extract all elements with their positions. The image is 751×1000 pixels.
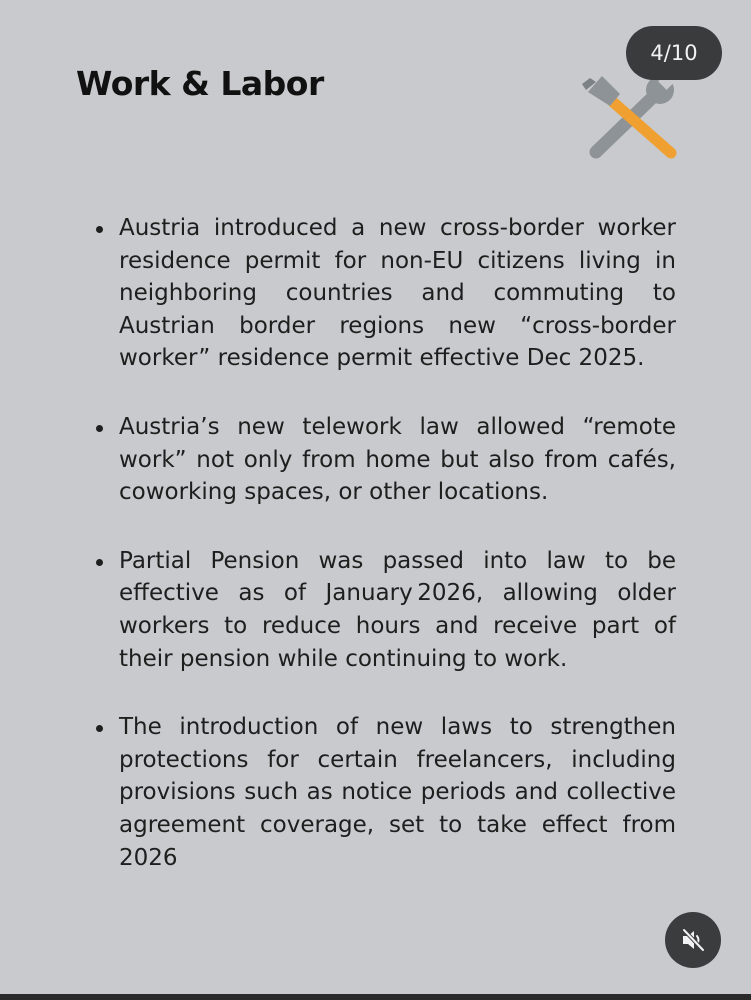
slide-counter: 4/10 <box>626 26 722 80</box>
bullet-dot <box>96 725 103 732</box>
bullet-dot <box>96 425 103 432</box>
bullet-list <box>90 212 676 910</box>
bullet-text: Partial Pension was passed into law to be effective as of January 2026, allowing older workers to reduce hours and receive part of their pension while continuing to work. <box>119 547 676 672</box>
list-item <box>90 545 676 675</box>
mute-button[interactable] <box>665 912 721 968</box>
list-item <box>90 212 676 375</box>
hammer-and-wrench-icon <box>580 68 684 164</box>
bullet-dot <box>96 559 103 566</box>
list-item <box>90 711 676 874</box>
speaker-muted-icon <box>679 926 707 954</box>
slide-title: Work & Labor <box>76 64 324 103</box>
bullet-text: Austria introduced a new cross-border worker residence permit for non-EU citizens living in neighboring countries and commuting to Austrian border regions new “cross-border worker” residence permit effective Dec 2025. <box>119 215 676 372</box>
bullet-text: Austria’s new telework law allowed “remote work” not only from home but also from cafés, coworking spaces, or other locations. <box>119 413 676 506</box>
bottom-edge-bar <box>0 994 751 1000</box>
bullet-text: The introduction of new laws to strengthen protections for certain freelancers, including provisions such as notice periods and collective agreement coverage, set to take effect from 2026 <box>119 714 676 871</box>
list-item <box>90 411 676 509</box>
bullet-dot <box>96 226 103 233</box>
